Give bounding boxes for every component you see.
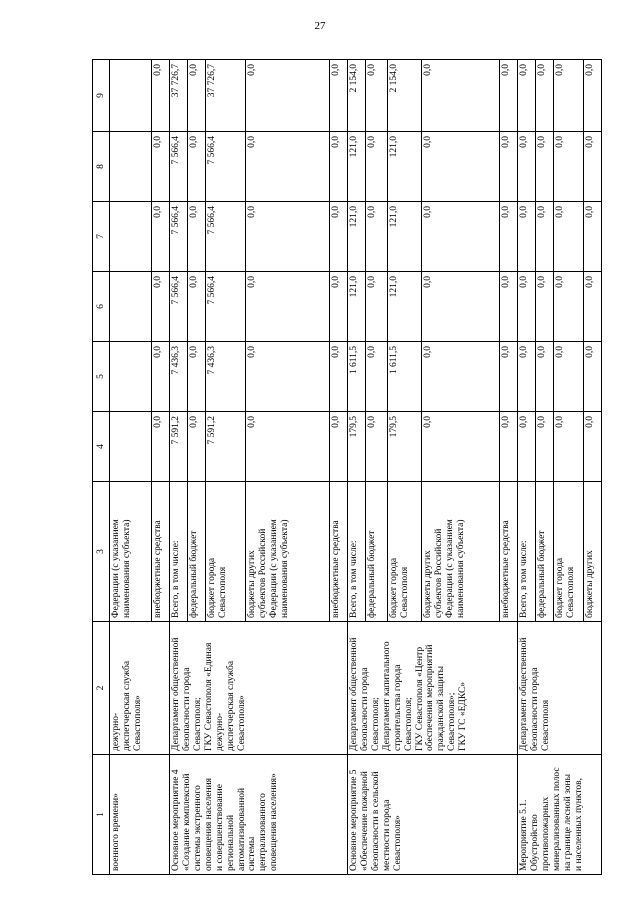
amount-cell: 0,0 [518, 132, 536, 202]
amount-cell: 0,0 [366, 412, 388, 482]
amount-cell: 121,0 [348, 202, 366, 272]
amount-cell: 0,0 [584, 132, 602, 202]
funding-table [92, 59, 602, 875]
funding-source: бюджет города Севастополя [206, 482, 246, 622]
amount-cell: 0,0 [518, 202, 536, 272]
funding-source: бюджеты других [584, 482, 602, 622]
amount-cell: 0,0 [246, 60, 330, 132]
amount-cell: 7 566,4 [170, 132, 188, 202]
amount-cell: 0,0 [330, 412, 348, 482]
header-row [93, 60, 110, 875]
amount-cell: 0,0 [584, 60, 602, 132]
measure-name: Основное мероприятие 4 «Создание комплексной системы экстренного оповещения населения и совершенствование региональной автоматизированной системы централизованного оповещения населения» [170, 755, 348, 875]
amount-cell: 0,0 [152, 342, 170, 412]
amount-cell: 121,0 [348, 132, 366, 202]
amount-cell: 0,0 [422, 132, 500, 202]
funding-source: Федерации (с указанием наименования субъекта) [110, 482, 152, 622]
amount-cell: 0,0 [554, 132, 584, 202]
responsible-executor: дежурно- диспетчерская служба Севастополя» [110, 622, 170, 755]
amount-cell: 0,0 [536, 412, 554, 482]
amount-cell: 0,0 [554, 60, 584, 132]
amount-cell: 0,0 [422, 342, 500, 412]
amount-cell: 0,0 [152, 60, 170, 132]
funding-source: внебюджетные средства [330, 482, 348, 622]
amount-cell: 7 436,3 [170, 342, 188, 412]
amount-cell: 0,0 [422, 272, 500, 342]
column-header: 5 [93, 342, 110, 412]
amount-cell: 7 591,2 [206, 412, 246, 482]
funding-source: бюджет города Севастополя [554, 482, 584, 622]
amount-cell: 0,0 [246, 272, 330, 342]
amount-cell: 0,0 [500, 272, 518, 342]
amount-cell: 1 611,5 [348, 342, 366, 412]
funding-source: бюджет города Севастополя [388, 482, 422, 622]
amount-cell: 2 154,0 [348, 60, 366, 132]
amount-cell: 0,0 [518, 272, 536, 342]
amount-cell: 0,0 [188, 202, 206, 272]
amount-cell: 0,0 [536, 202, 554, 272]
amount-cell: 0,0 [536, 272, 554, 342]
amount-cell: 0,0 [152, 132, 170, 202]
column-header: 6 [93, 272, 110, 342]
funding-source: Всего, в том числе: [348, 482, 366, 622]
amount-cell: 0,0 [500, 412, 518, 482]
amount-cell: 0,0 [366, 342, 388, 412]
amount-cell: 0,0 [330, 132, 348, 202]
amount-cell: 0,0 [500, 342, 518, 412]
amount-cell: 179,5 [388, 412, 422, 482]
column-header: 9 [93, 60, 110, 132]
amount-cell: 0,0 [536, 60, 554, 132]
amount-cell: 0,0 [500, 132, 518, 202]
amount-cell [110, 60, 152, 132]
amount-cell: 0,0 [246, 132, 330, 202]
amount-cell: 37 726,7 [206, 60, 246, 132]
amount-cell: 0,0 [554, 202, 584, 272]
amount-cell: 0,0 [152, 412, 170, 482]
amount-cell: 7 566,4 [206, 272, 246, 342]
amount-cell: 0,0 [330, 342, 348, 412]
column-header: 8 [93, 132, 110, 202]
amount-cell: 0,0 [584, 272, 602, 342]
amount-cell: 0,0 [330, 202, 348, 272]
amount-cell: 0,0 [366, 132, 388, 202]
amount-cell: 0,0 [330, 60, 348, 132]
measure-name: военного времени» [110, 755, 170, 875]
amount-cell: 0,0 [554, 412, 584, 482]
amount-cell: 0,0 [188, 132, 206, 202]
amount-cell: 0,0 [584, 412, 602, 482]
amount-cell [110, 272, 152, 342]
table-row [110, 60, 152, 875]
amount-cell [110, 202, 152, 272]
amount-cell: 0,0 [536, 132, 554, 202]
amount-cell [110, 412, 152, 482]
responsible-executor: Департамент общественной безопасности города Севастополя; ГКУ Севастополя «Единая дежурно- диспетчерская служба Севастополя» [170, 622, 348, 755]
amount-cell: 0,0 [518, 342, 536, 412]
funding-source: внебюджетные средства [500, 482, 518, 622]
responsible-executor: Департамент общественной безопасности города Севастополя [518, 622, 602, 755]
amount-cell: 0,0 [584, 202, 602, 272]
funding-source: федеральный бюджет [188, 482, 206, 622]
amount-cell: 0,0 [500, 60, 518, 132]
funding-source: бюджеты других субъектов Российской Федерации (с указанием наименования субъекта) [422, 482, 500, 622]
amount-cell [110, 342, 152, 412]
amount-cell: 0,0 [152, 202, 170, 272]
funding-source: Всего, в том числе: [170, 482, 188, 622]
amount-cell: 0,0 [366, 272, 388, 342]
amount-cell: 0,0 [188, 412, 206, 482]
amount-cell: 37 726,7 [170, 60, 188, 132]
amount-cell: 0,0 [422, 60, 500, 132]
amount-cell: 0,0 [246, 412, 330, 482]
amount-cell: 179,5 [348, 412, 366, 482]
funding-source: федеральный бюджет [536, 482, 554, 622]
funding-source: федеральный бюджет [366, 482, 388, 622]
amount-cell: 121,0 [388, 132, 422, 202]
amount-cell [110, 132, 152, 202]
table-row [170, 60, 188, 875]
funding-source: бюджеты других субъектов Российской Федерации (с указанием наименования субъекта) [246, 482, 330, 622]
amount-cell: 0,0 [366, 202, 388, 272]
page-number: 27 [314, 20, 326, 32]
column-header: 4 [93, 412, 110, 482]
rotated-table-wrapper [92, 60, 595, 875]
column-header: 7 [93, 202, 110, 272]
amount-cell: 0,0 [536, 342, 554, 412]
amount-cell: 0,0 [246, 342, 330, 412]
amount-cell: 1 611,5 [388, 342, 422, 412]
amount-cell: 121,0 [388, 272, 422, 342]
amount-cell: 0,0 [584, 342, 602, 412]
amount-cell: 0,0 [518, 60, 536, 132]
funding-source: Всего, в том числе: [518, 482, 536, 622]
amount-cell: 0,0 [246, 202, 330, 272]
amount-cell: 0,0 [188, 272, 206, 342]
responsible-executor: Департамент общественной безопасности города Севастополя; Департамент капитального строительства города Севастополя; ГКУ Севастополя «Центр обеспечения мероприятий гражданской защиты Севастополя»; ГКУ ГС «ЕДКС» [348, 622, 518, 755]
amount-cell: 0,0 [152, 272, 170, 342]
amount-cell: 0,0 [422, 412, 500, 482]
amount-cell: 0,0 [330, 272, 348, 342]
amount-cell: 7 566,4 [206, 202, 246, 272]
amount-cell: 0,0 [554, 342, 584, 412]
amount-cell: 0,0 [554, 272, 584, 342]
amount-cell: 121,0 [388, 202, 422, 272]
amount-cell: 2 154,0 [388, 60, 422, 132]
funding-source: внебюджетные средства [152, 482, 170, 622]
amount-cell: 0,0 [518, 412, 536, 482]
amount-cell: 0,0 [188, 342, 206, 412]
amount-cell: 7 566,4 [170, 202, 188, 272]
table-body [93, 60, 602, 875]
column-header: 3 [93, 482, 110, 622]
measure-name: Основное мероприятие 5 «Обеспечение пожарной безопасности в сельской местности города Севастополя» [348, 755, 518, 875]
column-header: 2 [93, 622, 110, 755]
amount-cell: 0,0 [366, 60, 388, 132]
amount-cell: 0,0 [500, 202, 518, 272]
amount-cell: 7 436,3 [206, 342, 246, 412]
amount-cell: 121,0 [348, 272, 366, 342]
table-row [348, 60, 366, 875]
amount-cell: 7 591,2 [170, 412, 188, 482]
amount-cell: 7 566,4 [170, 272, 188, 342]
amount-cell: 0,0 [188, 60, 206, 132]
table-row [518, 60, 536, 875]
column-header: 1 [93, 755, 110, 875]
amount-cell: 7 566,4 [206, 132, 246, 202]
amount-cell: 0,0 [422, 202, 500, 272]
measure-name: Мероприятие 5.1. Обустройство противопожарных минерализованных полос на границе лесной зоны и населенных пунктов, [518, 755, 602, 875]
